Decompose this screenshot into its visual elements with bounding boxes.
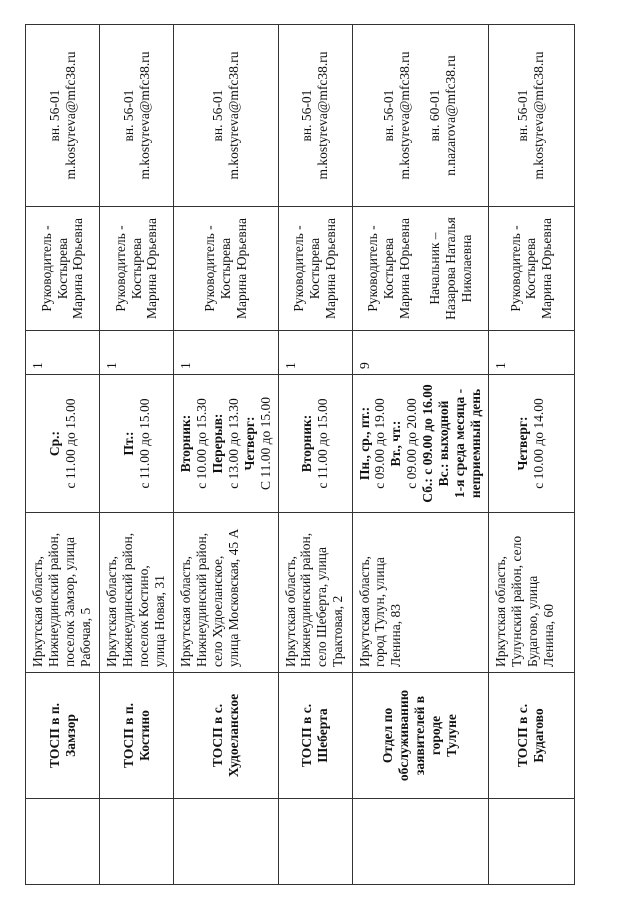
office-name-cell [278, 673, 352, 799]
spacer [413, 30, 427, 201]
address-line: Будагово, улица [524, 575, 540, 667]
office-name-line: заявителей в [412, 695, 428, 776]
schedule-line: с 09.00 до 19.00 [372, 398, 388, 489]
contact-line: вн. 56-01 [209, 89, 225, 142]
staff-count-cell: 1 [278, 331, 352, 375]
office-name-line: обслуживанию [396, 689, 412, 782]
office-name-line: Шеберта [315, 708, 331, 763]
office-schedule-table [25, 24, 575, 885]
address-line: улица Новая, 31 [151, 575, 167, 667]
schedule-line: с 11.00 до 15.00 [315, 398, 331, 489]
address-line: Иркутская область, [178, 555, 193, 667]
address-line: поселок Замзор, улица [61, 536, 77, 667]
office-name-line: Костино [136, 710, 152, 761]
schedule-line: Вт., чт.: [388, 420, 404, 467]
office-name-line: Отдел по [380, 707, 396, 764]
responsible-person-line: Руководитель - [112, 225, 128, 312]
table-row [174, 25, 279, 885]
office-name-cell [174, 673, 279, 799]
address-cell [278, 513, 352, 673]
schedule-cell [488, 375, 574, 513]
address-line: улица Московская, 45 А [225, 528, 241, 667]
office-name-line: Замзор [62, 714, 78, 757]
responsible-person-line: Костырева [54, 237, 70, 300]
address-cell [488, 513, 574, 673]
address-line: Иркутская область, [104, 555, 119, 667]
responsible-person-line: Марина Юрьевна [539, 218, 555, 319]
responsible-person-line: Назарова Наталья [443, 217, 459, 320]
schedule-line: 1-я среда месяца - [452, 388, 468, 499]
address-line: Иркутская область, [30, 555, 45, 667]
responsible-person-line: Марина Юрьевна [322, 218, 338, 319]
empty-cell [174, 799, 279, 885]
empty-cell [100, 799, 174, 885]
responsible-person-line: Руководитель - [201, 225, 217, 312]
contact-line: вн. 56-01 [299, 89, 315, 142]
schedule-cell [278, 375, 352, 513]
responsible-person-line: Руководитель - [365, 225, 381, 312]
contact-line: m.kostyreva@mfc38.ru [397, 51, 413, 180]
address-line: Нижнеудинский район, [119, 532, 135, 667]
contact-line: m.kostyreva@mfc38.ru [62, 51, 78, 180]
office-name-line: Худоеланское [225, 693, 241, 778]
address-line: Трактовая, 2 [330, 595, 346, 667]
address-line: Нижнеудинский район, [45, 532, 61, 667]
responsible-person-line: Николаевна [459, 234, 475, 303]
schedule-line: Сб.: с 09.00 до 16.00 [420, 384, 436, 503]
address-line: Иркутская область, [282, 555, 298, 667]
staff-count-cell: 1 [26, 331, 100, 375]
office-name-line: Будагово [531, 708, 547, 763]
office-name-line: ТОСП в с. [515, 703, 531, 768]
table-row [352, 25, 488, 885]
schedule-cell [174, 375, 279, 513]
address-cell [174, 513, 279, 673]
office-name-cell [352, 673, 488, 799]
staff-count-cell: 1 [488, 331, 574, 375]
schedule-line: Вс.: выходной [436, 400, 452, 487]
address-line: Рабочая, 5 [77, 607, 93, 667]
responsible-person-line: Костырева [523, 237, 539, 300]
empty-cell [352, 799, 488, 885]
responsible-person-line: Руководитель - [507, 225, 523, 312]
responsible-person-cell [488, 207, 574, 331]
responsible-person-line: Руководитель - [291, 225, 307, 312]
responsible-person-cell [352, 207, 488, 331]
office-name-line: Тулуне [444, 714, 460, 757]
responsible-person-line: Руководитель - [38, 225, 54, 312]
schedule-line: Ср.: [46, 430, 62, 457]
table-row [26, 25, 100, 885]
responsible-person-line: Марина Юрьевна [144, 218, 160, 319]
schedule-line: с 13.00 до 13.30 [225, 398, 241, 489]
table-row [100, 25, 174, 885]
schedule-line: Вторник: [299, 414, 315, 473]
office-name-line: ТОСП в с. [209, 703, 225, 768]
address-line: Тулунский район, село [508, 535, 524, 667]
office-name-cell [100, 673, 174, 799]
contact-line: вн. 56-01 [381, 89, 397, 142]
schedule-cell [352, 375, 488, 513]
responsible-person-line: Костырева [381, 237, 397, 300]
address-line: Ленина, 83 [388, 604, 404, 667]
address-cell [100, 513, 174, 673]
office-name-line: ТОСП в п. [46, 703, 62, 768]
responsible-person-line: Костырева [128, 237, 144, 300]
empty-cell [488, 799, 574, 885]
office-name-cell [26, 673, 100, 799]
responsible-person-line: Начальник – [427, 232, 443, 305]
address-line: Ленина, 60 [540, 604, 556, 667]
empty-cell [26, 799, 100, 885]
table-body [26, 25, 575, 885]
address-cell [26, 513, 100, 673]
contact-line: вн. 60-01 [427, 89, 443, 142]
address-line: Нижнеудинский район, [298, 532, 314, 667]
office-name-line: ТОСП в с. [299, 703, 315, 768]
rotated-table-wrapper [25, 25, 555, 885]
schedule-line: Перерыв: [209, 413, 225, 474]
schedule-line: с 09.00 до 20.00 [404, 398, 420, 489]
contact-cell [174, 25, 279, 207]
schedule-line: с 11.00 до 15.00 [62, 398, 78, 489]
responsible-person-cell [26, 207, 100, 331]
schedule-line: с 10.00 до 14.00 [531, 398, 547, 489]
contact-line: m.kostyreva@mfc38.ru [136, 51, 152, 180]
contact-line: n.nazarova@mfc38.ru [443, 55, 459, 176]
staff-count-cell: 9 [352, 331, 488, 375]
address-line: село Шеберта, улица [314, 546, 330, 667]
staff-count-cell: 1 [100, 331, 174, 375]
contact-cell [488, 25, 574, 207]
address-line: Иркутская область, [492, 555, 508, 667]
address-cell [352, 513, 488, 673]
responsible-person-line: Марина Юрьевна [70, 218, 86, 319]
schedule-line: Вторник: [178, 414, 193, 473]
responsible-person-cell [278, 207, 352, 331]
address-line: Иркутская область, [356, 555, 372, 667]
address-line: город Тулун, улица [372, 557, 388, 667]
table-row [278, 25, 352, 885]
address-line: село Худоеланское, [209, 555, 225, 667]
address-line: поселок Костино, [135, 565, 151, 667]
contact-cell [352, 25, 488, 207]
contact-cell [100, 25, 174, 207]
contact-line: вн. 56-01 [46, 89, 62, 142]
schedule-line: Четверг: [515, 416, 531, 471]
schedule-line: с 11.00 до 15.00 [136, 398, 152, 489]
contact-cell [278, 25, 352, 207]
schedule-line: неприемный день [467, 388, 483, 499]
schedule-line: Пн., ср., пт.: [356, 406, 372, 481]
schedule-line: С 11.00 до 15.00 [257, 397, 273, 490]
contact-line: m.kostyreva@mfc38.ru [531, 51, 547, 180]
schedule-line: Четверг: [241, 416, 257, 471]
responsible-person-cell [100, 207, 174, 331]
contact-line: вн. 56-01 [515, 89, 531, 142]
contact-cell [26, 25, 100, 207]
staff-count-cell: 1 [174, 331, 279, 375]
address-line: Нижнеудинский район, [193, 532, 209, 667]
office-name-cell [488, 673, 574, 799]
responsible-person-line: Костырева [307, 237, 323, 300]
contact-line: вн. 56-01 [120, 89, 136, 142]
contact-line: m.kostyreva@mfc38.ru [225, 51, 241, 180]
schedule-cell [100, 375, 174, 513]
table-row [488, 25, 574, 885]
office-name-line: городе [428, 715, 444, 756]
schedule-line: Пт.: [120, 431, 136, 456]
spacer [413, 212, 427, 325]
responsible-person-line: Марина Юрьевна [397, 218, 413, 319]
contact-line: m.kostyreva@mfc38.ru [315, 51, 331, 180]
empty-cell [278, 799, 352, 885]
office-name-line: ТОСП в п. [120, 703, 136, 768]
responsible-person-line: Марина Юрьевна [233, 218, 249, 319]
schedule-line: с 10.00 до 15.30 [193, 398, 209, 489]
responsible-person-line: Костырева [217, 237, 233, 300]
responsible-person-cell [174, 207, 279, 331]
schedule-cell [26, 375, 100, 513]
